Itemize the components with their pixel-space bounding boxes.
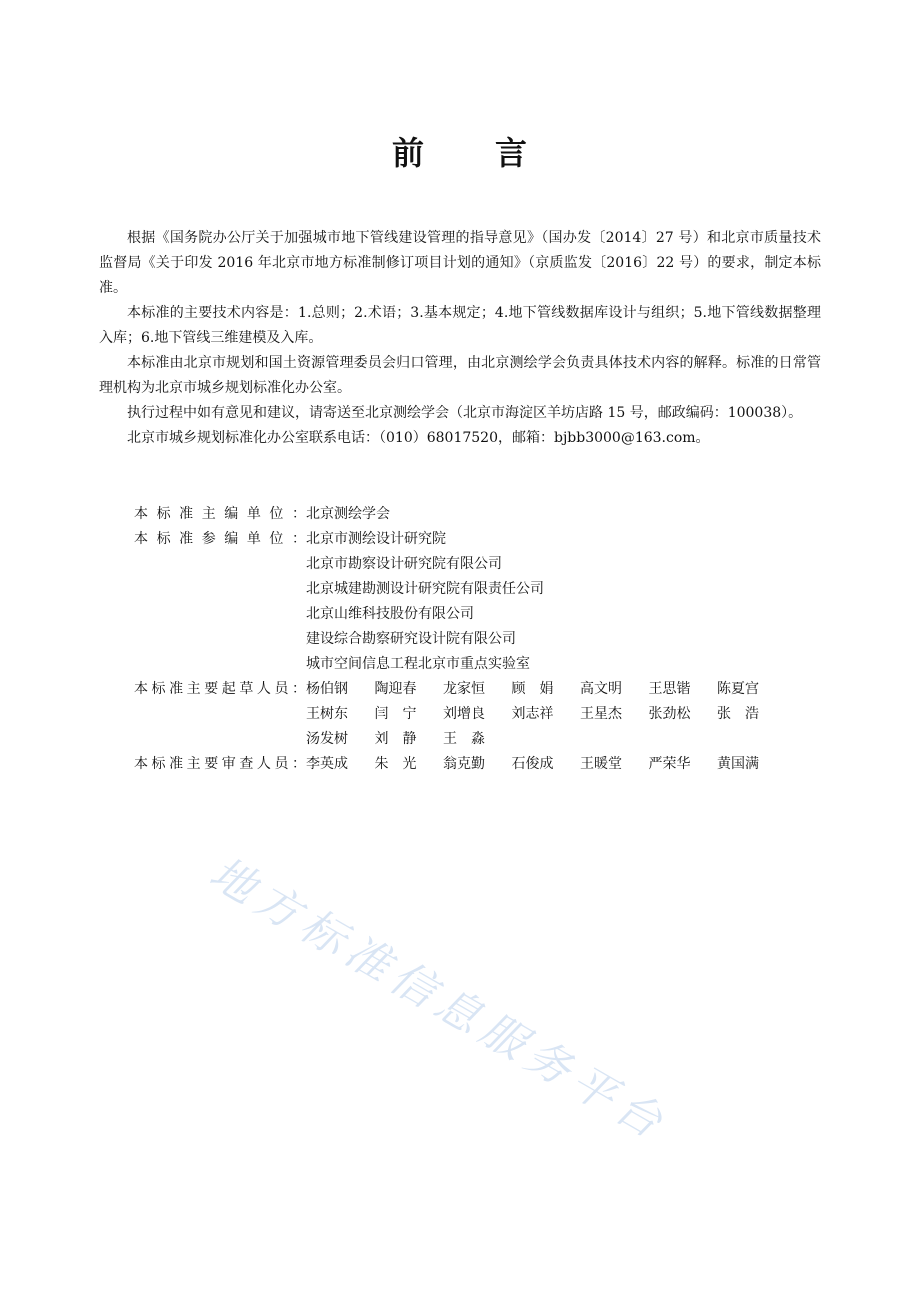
reviewer-name: 翁克勤 xyxy=(443,756,485,772)
drafter-name: 杨伯钢 xyxy=(306,681,348,697)
paragraph-feedback: 执行过程中如有意见和建议，请寄送至北京测绘学会（北京市海淀区羊坊店路 15 号，邮政编码：100038）。 xyxy=(127,405,803,421)
preface-body xyxy=(99,226,821,451)
paragraph-management: 本标准由北京市规划和国土资源管理委员会归口管理，由北京测绘学会负责具体技术内容的解释。标准的日常管理机构为北京市城乡规划标准化办公室。 xyxy=(99,355,821,396)
drafter-name: 王思锴 xyxy=(648,681,691,697)
participating-units-label: 本标准参编单位： xyxy=(134,531,306,547)
reviewer-name: 朱 光 xyxy=(374,756,417,772)
drafters-list xyxy=(306,677,786,752)
reviewer-name: 李英成 xyxy=(306,756,348,772)
participating-unit: 北京市勘察设计研究院有限公司 xyxy=(306,556,502,572)
drafter-name: 张 浩 xyxy=(717,706,759,722)
drafter-name: 王树东 xyxy=(306,706,348,722)
drafter-name: 高文明 xyxy=(580,681,622,697)
drafter-name: 陶迎春 xyxy=(374,681,417,697)
reviewer-name: 严荣华 xyxy=(648,756,691,772)
drafter-name: 陈夏宫 xyxy=(717,681,759,697)
participating-unit: 北京市测绘设计研究院 xyxy=(306,531,446,547)
title-char-2: 言 xyxy=(495,134,529,172)
drafters-row xyxy=(134,677,786,752)
chief-unit: 北京测绘学会 xyxy=(306,506,390,522)
reviewer-name: 王暖堂 xyxy=(580,756,622,772)
participating-unit: 北京山维科技股份有限公司 xyxy=(306,606,474,622)
watermark-text: 地方标准信息服务平台 xyxy=(201,847,677,1152)
drafter-name: 王星杰 xyxy=(580,706,622,722)
participating-unit: 建设综合勘察研究设计院有限公司 xyxy=(306,631,516,647)
paragraph-contents: 本标准的主要技术内容是：1.总则；2.术语；3.基本规定；4.地下管线数据库设计与组织；5.地下管线数据整理入库；6.地下管线三维建模及入库。 xyxy=(99,305,821,346)
reviewer-name: 石俊成 xyxy=(511,756,554,772)
reviewers-row xyxy=(134,752,786,777)
paragraph-contact: 北京市城乡规划标准化办公室联系电话：（010）68017520，邮箱：bjbb3000@163.com。 xyxy=(127,430,710,446)
drafter-name: 王 淼 xyxy=(443,731,485,747)
drafter-name: 顾 娟 xyxy=(511,681,554,697)
page-title xyxy=(0,128,920,174)
drafter-name: 龙家恒 xyxy=(443,681,485,697)
reviewer-name: 黄国满 xyxy=(717,756,759,772)
drafter-name: 闫 宁 xyxy=(374,706,417,722)
drafter-name: 刘志祥 xyxy=(511,706,554,722)
reviewers-label: 本标准主要审查人员： xyxy=(134,756,306,772)
participating-unit: 北京城建勘测设计研究院有限责任公司 xyxy=(306,581,544,597)
drafter-name: 张劲松 xyxy=(648,706,691,722)
participating-units-row xyxy=(134,527,786,677)
drafter-name: 刘增良 xyxy=(443,706,485,722)
title-char-1: 前 xyxy=(391,134,425,172)
reviewers-list xyxy=(306,752,786,777)
chief-unit-label: 本标准主编单位： xyxy=(134,506,306,522)
drafter-name: 汤发树 xyxy=(306,731,348,747)
drafter-name: 刘 静 xyxy=(374,731,417,747)
participating-unit: 城市空间信息工程北京市重点实验室 xyxy=(306,656,530,672)
drafters-label: 本标准主要起草人员： xyxy=(134,681,306,697)
credits-section xyxy=(134,502,786,777)
chief-unit-row xyxy=(134,502,786,527)
paragraph-basis: 根据《国务院办公厅关于加强城市地下管线建设管理的指导意见》（国办发〔2014〕27 号）和北京市质量技术监督局《关于印发 2016 年北京市地方标准制修订项目计划的通知》（京质监发〔2016〕22 号）的要求，制定本标准。 xyxy=(99,230,821,296)
